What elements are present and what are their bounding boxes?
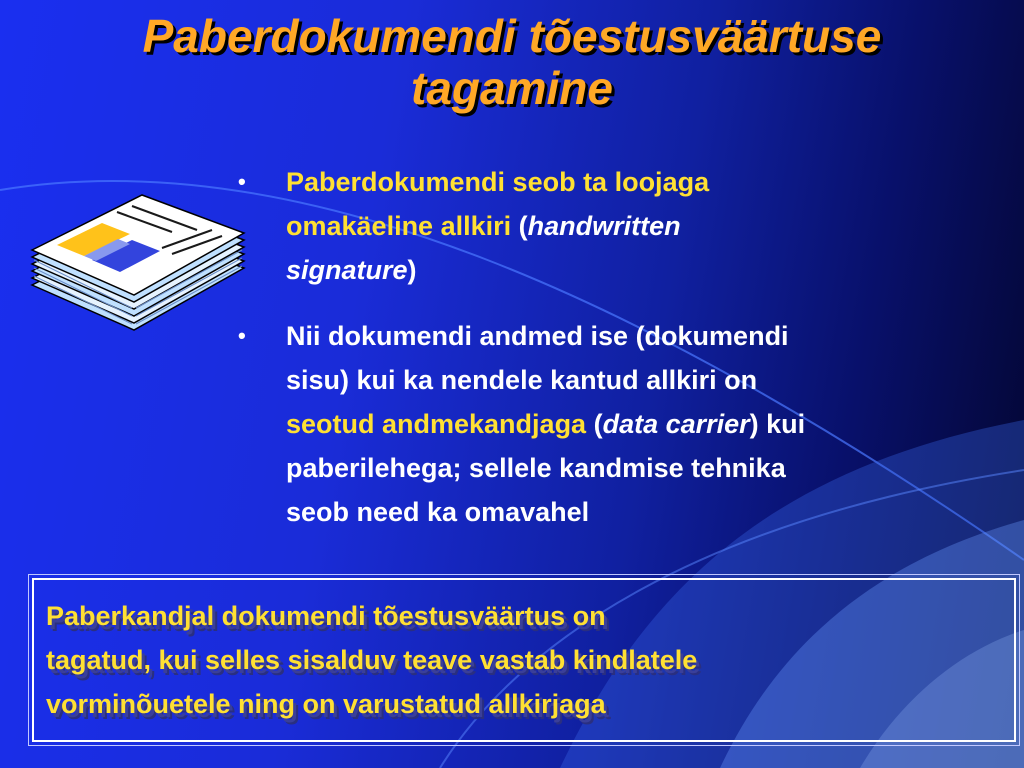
- bullet-list: [238, 160, 1018, 556]
- bullet-2-paren-open: (: [586, 409, 603, 439]
- bullet-marker: •: [238, 323, 246, 348]
- callout-text: [46, 594, 1006, 726]
- bullet-2-line-5: seob need ka omavahel: [286, 497, 590, 527]
- bullet-1-line-1: Paberdokumendi seob ta loojaga: [286, 167, 710, 197]
- bullet-marker: •: [238, 169, 246, 194]
- callout-box: [32, 578, 1016, 742]
- bullet-2-line-4: paberilehega; sellele kandmise tehnika: [286, 453, 786, 483]
- title-line-1: Paberdokumendi tõestusväärtuse: [142, 10, 882, 62]
- bullet-1-line-2: omakäeline allkiri: [286, 211, 512, 241]
- newspaper-stack-icon: [22, 190, 252, 350]
- bullet-2-line-2: sisu) kui ka nendele kantud allkiri on: [286, 365, 758, 395]
- bullet-2-line-1: Nii dokumendi andmed ise (dokumendi: [286, 321, 789, 351]
- bullet-1-term-signature: signature: [286, 255, 408, 285]
- callout-line-2: tagatud, kui selles sisalduv teave vastab kindlatele: [46, 645, 698, 675]
- bullet-item-1: [238, 160, 1018, 292]
- bullet-1-paren-close: ): [407, 255, 417, 285]
- callout-line-1: Paberkandjal dokumendi tõestusväärtus on: [46, 601, 606, 631]
- slide-title: [20, 10, 1004, 114]
- title-line-2: tagamine: [411, 62, 613, 114]
- bullet-2-paren-close: ) kui: [749, 409, 806, 439]
- bullet-2-term-data-carrier: data carrier: [602, 409, 750, 439]
- bullet-item-2: [238, 314, 1018, 534]
- bullet-2-highlight: seotud andmekandjaga: [286, 409, 587, 439]
- bullet-1-paren-open: (: [511, 211, 528, 241]
- callout-line-3: vorminõuetele ning on varustatud allkirjaga: [46, 689, 606, 719]
- bullet-1-term-handwritten: handwritten: [527, 211, 681, 241]
